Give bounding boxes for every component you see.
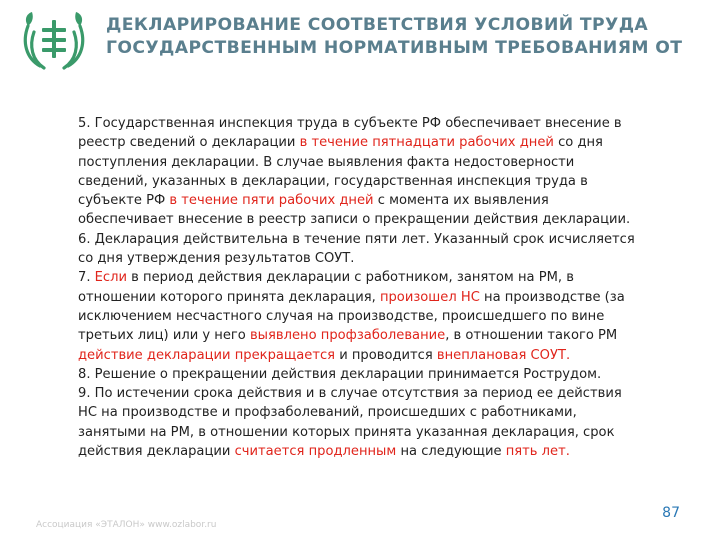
highlight-text: пять лет.: [505, 444, 570, 460]
text-line: 9. По истечении срока действия и в случае отсутствия за период ее действия: [78, 386, 622, 402]
text-line: занятыми на РМ, в отношении которых принята указанная декларация, срок: [78, 424, 615, 440]
text-line: 8. Решение о прекращении действия декларации принимается Рострудом.: [78, 366, 602, 382]
text-span: и проводится: [335, 347, 437, 363]
text-line: НС на производстве и профзаболеваний, происшедших с работниками,: [78, 405, 577, 421]
text-span: , в отношении такого РМ: [445, 328, 618, 344]
text-span: субъекте РФ: [78, 193, 170, 209]
text-line: 5. Государственная инспекция труда в субъекте РФ обеспечивает внесение в: [78, 116, 622, 131]
text-line: [78, 346, 708, 365]
text-span: действия декларации: [78, 444, 235, 460]
text-line: [78, 133, 708, 152]
body-text: [78, 114, 708, 461]
text-line: со дня утверждения результатов СОУТ.: [78, 251, 355, 267]
highlight-text: в течение пяти рабочих дней: [169, 193, 374, 209]
text-line: [78, 326, 708, 345]
text-span: 7.: [78, 270, 95, 286]
footer-text: Ассоциация «ЭТАЛОН» www.ozlabor.ru: [36, 520, 217, 530]
text-span: со дня: [553, 135, 603, 151]
highlight-text: в течение пятнадцати рабочих дней: [299, 135, 554, 151]
text-span: на следующие: [396, 444, 506, 460]
text-line: поступления декларации. В случае выявления факта недостоверности: [78, 154, 575, 170]
title-line-1: ДЕКЛАРИРОВАНИЕ СООТВЕТСТВИЯ УСЛОВИЙ ТРУДА: [106, 15, 649, 35]
text-span: на производстве (за: [479, 289, 625, 305]
highlight-text: выявлено профзаболевание: [249, 328, 446, 344]
text-line: обеспечивает внесение в реестр записи о прекращении действия декларации.: [78, 212, 631, 228]
logo: [18, 8, 90, 74]
text-line: исключением несчастного случая на производстве, происшедшего по вине: [78, 308, 605, 324]
text-line: [78, 442, 708, 461]
text-span: отношении которого принята декларация,: [78, 289, 380, 305]
highlight-text: внеплановая СОУТ.: [436, 347, 571, 363]
text-span: с момента их выявления: [373, 193, 549, 209]
highlight-text: произошел НС: [379, 289, 480, 305]
title-line-2: ГОСУДАРСТВЕННЫМ НОРМАТИВНЫМ ТРЕБОВАНИЯМ ОТ: [106, 38, 683, 58]
highlight-text: Если: [94, 270, 128, 286]
text-line: сведений, указанных в декларации, государственная инспекция труда в: [78, 173, 588, 189]
page-title: [106, 14, 711, 60]
text-span: третьих лиц) или у него: [78, 328, 250, 344]
text-line: [78, 191, 708, 210]
text-line: 6. Декларация действительна в течение пяти лет. Указанный срок исчисляется: [78, 231, 635, 247]
highlight-text: действие декларации прекращается: [78, 347, 336, 363]
page-number: 87: [662, 505, 680, 521]
text-span: реестр сведений о декларации: [78, 135, 300, 151]
highlight-text: считается продленным: [234, 444, 397, 460]
text-line: [78, 288, 708, 307]
text-span: в период действия декларации с работником, занятом на РМ, в: [127, 270, 574, 286]
wreath-emblem-icon: [18, 8, 90, 74]
text-line: [78, 268, 708, 287]
